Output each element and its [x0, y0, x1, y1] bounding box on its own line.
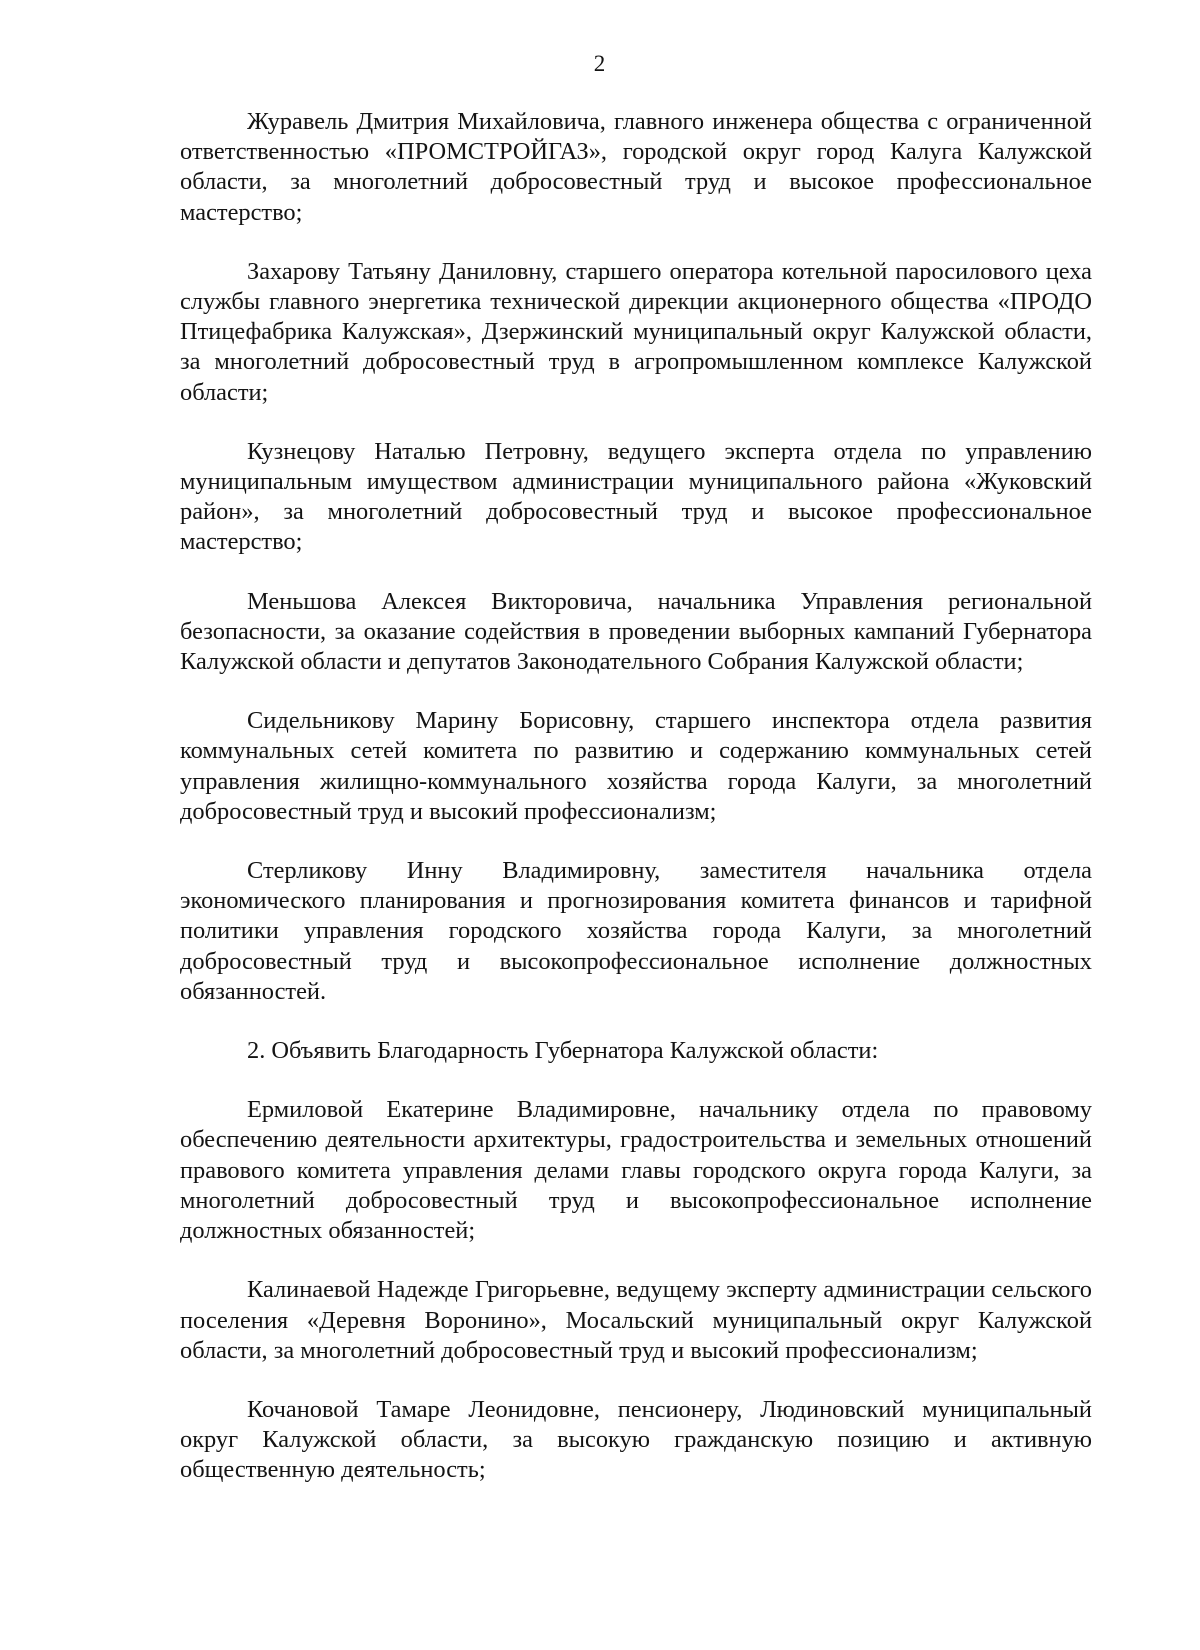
paragraph-kalinaeva: Калинаевой Надежде Григорьевне, ведущему эксперту администрации сельского поселения «Деревня Воронино», Мосальский муниципальный округ Калужской области, за многолетний добросовестный труд и высокий профессионализм;	[180, 1276, 1092, 1364]
paragraph-kochanova: Кочановой Тамаре Леонидовне, пенсионеру, Людиновский муниципальный округ Калужской области, за высокую гражданскую позицию и активную общественную деятельность;	[180, 1395, 1092, 1484]
paragraph-sidelnikova: Сидельникову Марину Борисовну, старшего инспектора отдела развития коммунальных сетей комитета по развитию и содержанию коммунальных сетей управления жилищно-коммунального хозяйства города Калуги, за многолетний добросовестный труд и высокий профессионализм;	[180, 707, 1092, 825]
paragraph-zakharova: Захарову Татьяну Даниловну, старшего оператора котельной паросилового цеха службы главного энергетика технической дирекции акционерного общества «ПРОДО Птицефабрика Калужская», Дзержинский муниципальный округ Калужской области, за многолетний добросовестный труд в агропромышленном комплексе Калужской области;	[180, 257, 1092, 406]
paragraph-kuznetsova: Кузнецову Наталью Петровну, ведущего эксперта отдела по управлению муниципальным имуществом администрации муниципального района «Жуковский район», за многолетний добросовестный труд и высокое профессиональное мастерство;	[180, 437, 1092, 556]
page-number: 2	[593, 51, 606, 76]
paragraph-sterlikova: Стерликову Инну Владимировну, заместителя начальника отдела экономического планирования и прогнозирования комитета финансов и тарифной политики управления городского хозяйства города Калуги, за многолетний добросовестный труд и высокопрофессиональное исполнение должностных обязанностей.	[180, 857, 1092, 1005]
paragraph-ermilova: Ермиловой Екатерине Владимировне, начальнику отдела по правовому обеспечению деятельности архитектуры, градостроительства и земельных отношений правового комитета управления делами главы городского округа города Калуги, за многолетний добросовестный труд и высокопрофессиональное исполнение должностных обязанностей;	[180, 1096, 1092, 1245]
section-heading-gratitude: 2. Объявить Благодарность Губернатора Калужской области:	[247, 1037, 879, 1065]
paragraph-zhuravel: Журавель Дмитрия Михайловича, главного инженера общества с ограниченной ответственностью «ПРОМСТРОЙГАЗ», городской округ город Калуга Калужской области, за многолетний добросовестный труд и высокое профессиональное мастерство;	[180, 108, 1092, 226]
paragraph-menshov: Меньшова Алексея Викторовича, начальника Управления региональной безопасности, за оказание содействия в проведении выборных кампаний Губернатора Калужской области и депутатов Законодательного Собрания Калужской области;	[180, 587, 1092, 676]
document-body	[180, 107, 1092, 1515]
